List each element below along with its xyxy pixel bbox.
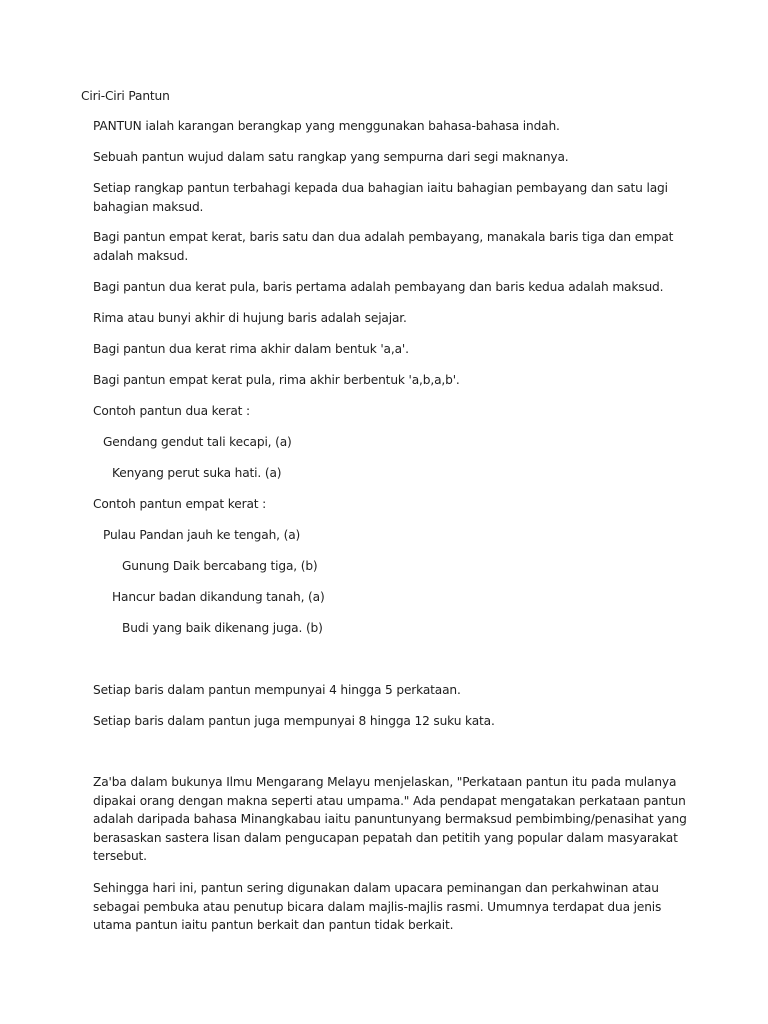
- text-line: Za'ba dalam bukunya Ilmu Mengarang Melayu menjelaskan, "Perkataan pantun itu pada mulanya: [93, 775, 677, 789]
- text-line: Setiap rangkap pantun terbahagi kepada dua bahagian iaitu bahagian pembayang dan satu lagi: [93, 181, 668, 195]
- example-four-line-2: Gunung Daik bercabang tiga, (b): [122, 559, 318, 573]
- paragraph-sections: [93, 179, 683, 216]
- paragraph-syllable-count: Setiap baris dalam pantun juga mempunyai 8 hingga 12 suku kata.: [93, 714, 495, 728]
- page-title: Ciri-Ciri Pantun: [81, 89, 170, 103]
- paragraph-two-line: Bagi pantun dua kerat pula, baris pertama adalah pembayang dan baris kedua adalah maksud.: [93, 280, 664, 294]
- text-line: adalah daripada bahasa Minangkabau iaitu panuntunyang bermaksud pembimbing/penasihat yang: [93, 812, 687, 826]
- example-two-label: Contoh pantun dua kerat :: [93, 404, 250, 418]
- paragraph-stanza: Sebuah pantun wujud dalam satu rangkap yang sempurna dari segi maknanya.: [93, 150, 569, 164]
- text-line: berasaskan sastera lisan dalam pengucapan pepatah dan petitih yang popular dalam masyarakat: [93, 830, 678, 845]
- text-line: dipakai orang dengan makna seperti atau umpama." Ada pendapat mengatakan perkataan pantun: [93, 793, 686, 808]
- text-line: tersebut.: [93, 849, 147, 863]
- paragraph-word-count: Setiap baris dalam pantun mempunyai 4 hingga 5 perkataan.: [93, 683, 461, 697]
- example-four-line-4: Budi yang baik dikenang juga. (b): [122, 621, 323, 635]
- example-two-line-2: Kenyang perut suka hati. (a): [112, 466, 282, 480]
- example-two-line-1: Gendang gendut tali kecapi, (a): [103, 435, 292, 449]
- paragraph-zaba: [93, 773, 687, 866]
- paragraph-definition: PANTUN ialah karangan berangkap yang menggunakan bahasa-bahasa indah.: [93, 119, 560, 133]
- example-four-line-1: Pulau Pandan jauh ke tengah, (a): [103, 528, 301, 542]
- paragraph-rhyme: Rima atau bunyi akhir di hujung baris adalah sejajar.: [93, 311, 407, 325]
- paragraph-rhyme-two: Bagi pantun dua kerat rima akhir dalam bentuk 'a,a'.: [93, 342, 409, 356]
- paragraph-usage: [93, 879, 683, 935]
- text-line: utama pantun iaitu pantun berkait dan pantun tidak berkait.: [93, 918, 454, 932]
- text-line: adalah maksud.: [93, 248, 189, 263]
- text-line: bahagian maksud.: [93, 199, 204, 214]
- example-four-label: Contoh pantun empat kerat :: [93, 497, 267, 511]
- text-line: Sehingga hari ini, pantun sering digunakan dalam upacara peminangan dan perkahwinan atau: [93, 881, 659, 895]
- paragraph-rhyme-four: Bagi pantun empat kerat pula, rima akhir berbentuk 'a,b,a,b'.: [93, 373, 460, 387]
- example-four-line-3: Hancur badan dikandung tanah, (a): [112, 590, 325, 604]
- text-line: Bagi pantun empat kerat, baris satu dan dua adalah pembayang, manakala baris tiga dan empat: [93, 230, 674, 244]
- text-line: sebagai pembuka atau penutup bicara dalam majlis-majlis rasmi. Umumnya terdapat dua jenis: [93, 899, 662, 914]
- paragraph-four-line: [93, 228, 683, 265]
